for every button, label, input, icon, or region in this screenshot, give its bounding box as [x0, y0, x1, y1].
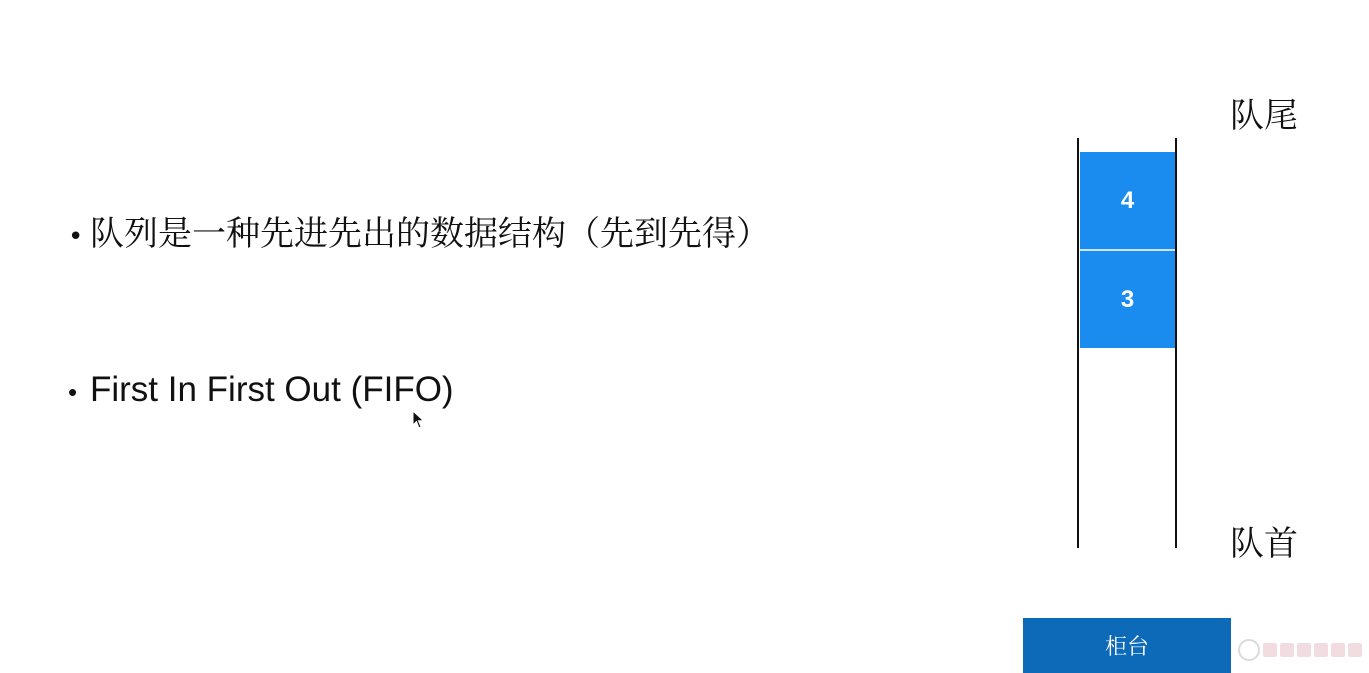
bullet-dot: •	[68, 222, 84, 252]
counter-box: 柜台	[1023, 618, 1231, 673]
queue-tail-label: 队尾	[1230, 96, 1298, 136]
queue-cell-4: 4	[1080, 152, 1175, 249]
bullet-queue-definition	[68, 214, 770, 257]
bullet-dot: •	[68, 377, 78, 407]
queue-cell-3: 3	[1080, 251, 1175, 348]
bullet-text-fifo: First In First Out (FIFO)	[90, 370, 454, 409]
bullet-text-definition: 队列是一种先进先出的数据结构（先到先得）	[90, 214, 770, 254]
watermark-icon	[1238, 636, 1366, 664]
queue-left-wall	[1077, 138, 1079, 548]
queue-head-label: 队首	[1230, 524, 1298, 564]
mouse-pointer-icon	[412, 410, 426, 430]
bullet-fifo	[68, 370, 454, 412]
queue-right-wall	[1175, 138, 1177, 548]
